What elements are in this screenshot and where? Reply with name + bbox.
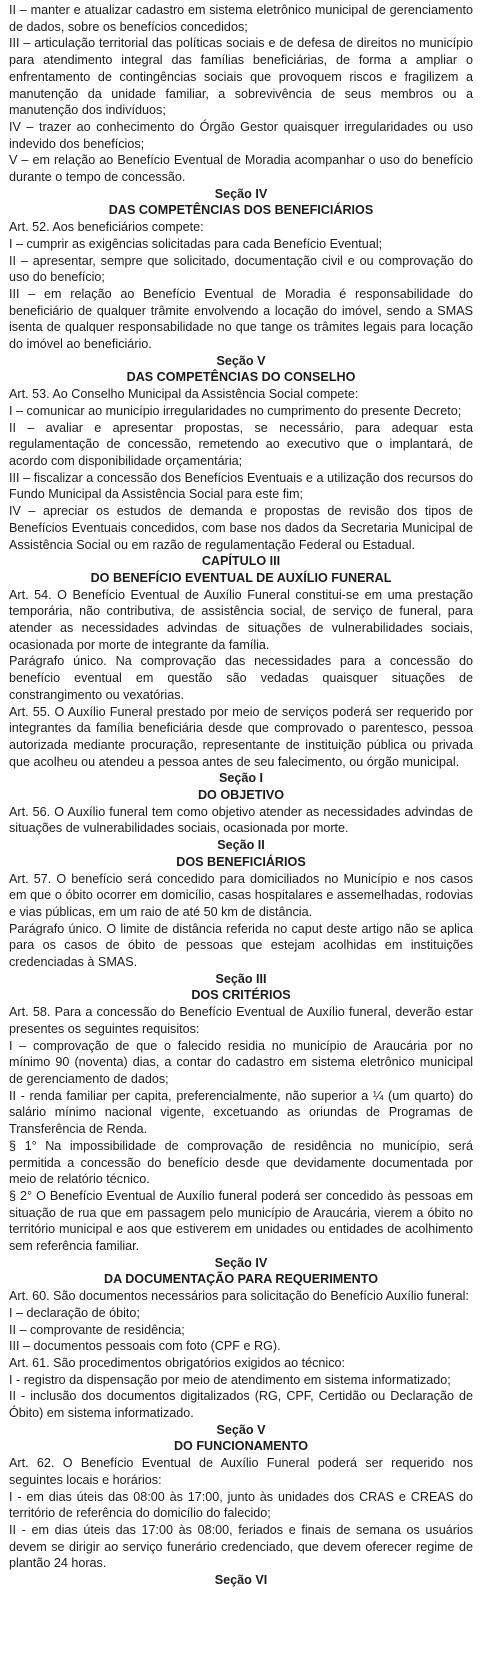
article-60-inciso-3: III – documentos pessoais com foto (CPF e RG).: [9, 1339, 281, 1354]
article-58-paragrafo-2: § 2° O Benefício Eventual de Auxílio funeral poderá ser concedido às pessoas em situação de rua que em passagem pelo município de Araucária, vierem a óbito no território municipal e aos que estiverem em unidades ou entidades de acolhimento sem referência familiar.: [9, 1188, 473, 1254]
article-52-inciso-2: II – apresentar, sempre que solicitado, documentação civil e ou comprovação do uso do benefício;: [9, 253, 473, 285]
article-62: Art. 62. O Benefício Eventual de Auxílio Funeral poderá ser requerido nos seguintes locais e horários:: [9, 1456, 473, 1487]
article-61-inciso-1: I - registro da dispensação por meio de atendimento em sistema informatizado;: [9, 1372, 451, 1387]
article-55: Art. 55. O Auxílio Funeral prestado por meio de serviços poderá ser requerido por integrantes da família beneficiária desde que comprovado o parentesco, pessoa autorizada mediante procuração, representante de instituição pública ou privada que acolheu ou atendeu a pessoa antes de seu falecimento, ou órgão municipal.: [9, 704, 473, 769]
section-heading: Seção VI: [214, 1573, 268, 1588]
article-60: Art. 60. São documentos necessários para solicitação do Benefício Auxílio funeral:: [9, 1289, 469, 1304]
article-58-paragrafo-1: § 1° Na impossibilidade de comprovação de residência no município, será permitida a concessão do benefício desde que devidamente documentada por meio de relatório técnico.: [9, 1138, 473, 1187]
paragraph-inciso-3-articulacao: III – articulação territorial das políticas sociais e de defesa de direitos no município para atendimento integral das famílias beneficiárias, de forma a ampliar o enfrentamento de contingências sociais que provoquem riscos e fragilizem a manutenção da unidade familiar, a sobrevivência de seus membros ou a manutenção dos indivíduos;: [9, 36, 473, 118]
article-53-inciso-1: I – comunicar ao município irregularidades no cumprimento do presente Decreto;: [9, 403, 462, 418]
section-title: DOS BENEFICIÁRIOS: [176, 854, 306, 869]
section-title: DAS COMPETÊNCIAS DO CONSELHO: [126, 370, 356, 385]
article-53-inciso-4: IV – apreciar os estudos de demanda e propostas de revisão dos tipos de Benefícios Eventuais concedidos, com base nos dados da Secretaria Municipal de Assistência Social ou em razão de regulamentação Federal ou Estadual.: [9, 504, 473, 552]
article-54-paragrafo-unico: Parágrafo único. Na comprovação das necessidades para a concessão do benefício eventual em questão são vedadas quaisquer situações de constrangimento ou vexatórias.: [9, 654, 473, 702]
section-heading: Seção IV: [214, 1255, 268, 1270]
chapter-title: DO BENEFÍCIO EVENTUAL DE AUXÍLIO FUNERAL: [90, 570, 392, 585]
article-61-inciso-2: II - inclusão dos documentos digitalizados (RG, CPF, Certidão ou Declaração de Óbito) em sistema informatizado.: [9, 1389, 473, 1421]
article-56: Art. 56. O Auxílio funeral tem como objetivo atender as necessidades advindas de situações de vulnerabilidades sociais, ocasionada por morte.: [9, 804, 473, 836]
section-title: DO OBJETIVO: [197, 788, 285, 803]
article-61: Art. 61. São procedimentos obrigatórios exigidos ao técnico:: [9, 1355, 346, 1370]
article-60-inciso-1: I – declaração de óbito;: [9, 1305, 140, 1320]
section-heading: Seção IV: [214, 186, 268, 201]
paragraph-inciso-5-moradia: V – em relação ao Benefício Eventual de Moradia acompanhar o uso do benefício durante o tempo de concessão.: [9, 153, 473, 185]
article-54: Art. 54. O Benefício Eventual de Auxílio Funeral constitui-se em uma prestação temporária, não contributiva, de assistência social, de serviço de funeral, para atender as necessidades advindas de situações de vulnerabilidades sociais, ocasionada por morte de integrante da família.: [9, 587, 473, 652]
section-heading: Seção II: [217, 838, 265, 853]
article-58-inciso-1: I – comprovação de que o falecido residia no município de Araucária por no mínimo 90 (noventa) dias, a contar do cadastro em sistema eletrônico municipal de gerenciamento de dados;: [9, 1038, 473, 1086]
section-title: DO FUNCIONAMENTO: [173, 1439, 309, 1454]
article-53-inciso-2: II – avaliar e apresentar propostas, se necessário, para adequar esta regulamentação de concessão, remetendo ao executivo que o implantará, de acordo com disponibilidade orçamentária;: [9, 420, 473, 468]
chapter-heading: CAPÍTULO III: [201, 554, 281, 569]
section-heading: Seção V: [216, 1422, 266, 1437]
article-52: Art. 52. Aos beneficiários compete:: [9, 220, 204, 235]
article-57: Art. 57. O benefício será concedido para domiciliados no Município e nos casos em que o óbito ocorrer em domicílio, casas hospitalares e assemelhadas, rodovias e vias públicas, em um raio de até 50 km de distância.: [9, 871, 473, 919]
section-title: DAS COMPETÊNCIAS DOS BENEFICIÁRIOS: [108, 203, 374, 218]
section-heading: Seção V: [216, 353, 266, 368]
section-heading: Seção I: [218, 771, 264, 786]
section-heading: Seção III: [215, 971, 267, 986]
article-62-inciso-2: II - em dias úteis das 17:00 às 08:00, feriados e finais de semana os usuários devem se dirigir ao serviço funerário credenciado, que devem oferecer regime de plantão 24 horas.: [9, 1522, 473, 1571]
article-57-paragrafo-unico: Parágrafo único. O limite de distância referida no caput deste artigo não se aplica para os casos de óbito de pessoas que estejam acolhidas em instituições credenciadas à SMAS.: [9, 921, 473, 970]
paragraph-inciso-4-irregularidades: IV – trazer ao conhecimento do Órgão Gestor quaisquer irregularidades ou uso indevido dos benefícios;: [9, 119, 473, 151]
section-title: DOS CRITÉRIOS: [191, 988, 291, 1003]
article-58: Art. 58. Para a concessão do Benefício Eventual de Auxílio funeral, deverão estar presentes os seguintes requisitos:: [9, 1005, 473, 1036]
section-title: DA DOCUMENTAÇÃO PARA REQUERIMENTO: [103, 1272, 379, 1287]
article-52-inciso-3: III – em relação ao Benefício Eventual de Moradia é responsabilidade do beneficiário de qualquer trâmite envolvendo a locação do imóvel, sendo a SMAS isenta de qualquer responsabilidade no que tange os trâmites legais para locação do imóvel ao beneficiário.: [9, 286, 473, 352]
article-60-inciso-2: II – comprovante de residência;: [9, 1322, 185, 1337]
article-53: Art. 53. Ao Conselho Municipal da Assistência Social compete:: [9, 387, 359, 402]
article-52-inciso-1: I – cumprir as exigências solicitadas para cada Benefício Eventual;: [9, 236, 383, 251]
article-58-inciso-2: II - renda familiar per capita, preferencialmente, não superior a ¼ (um quarto) do salário mínimo nacional vigente, excetuando as oriundas de Programas de Transferência de Renda.: [9, 1088, 473, 1137]
article-62-inciso-1: I - em dias úteis das 08:00 às 17:00, junto às unidades dos CRAS e CREAS do território de referência do domicílio do falecido;: [9, 1489, 473, 1521]
article-53-inciso-3: III – fiscalizar a concessão dos Benefícios Eventuais e a utilização dos recursos do Fundo Municipal da Assistência Social para este fim;: [9, 470, 473, 502]
paragraph-inciso-2-cadastro: II – manter e atualizar cadastro em sistema eletrônico municipal de gerenciamento de dados, sobre os benefícios concedidos;: [9, 3, 473, 34]
